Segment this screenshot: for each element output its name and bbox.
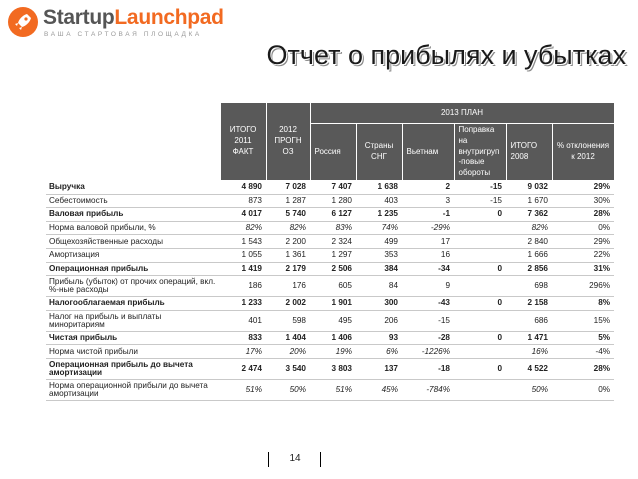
cell: 2 bbox=[402, 181, 454, 195]
cell: 6 127 bbox=[310, 208, 356, 222]
cell: 29% bbox=[552, 181, 614, 195]
header-total-2008: ИТОГО 2008 bbox=[506, 124, 552, 181]
header-blank bbox=[46, 103, 220, 181]
cell: 2 324 bbox=[310, 235, 356, 249]
cell: -15 bbox=[402, 310, 454, 331]
cell: 353 bbox=[356, 248, 402, 262]
cell: -784% bbox=[402, 379, 454, 400]
cell: 873 bbox=[220, 194, 266, 208]
row-label: Общехозяйственные расходы bbox=[46, 235, 220, 249]
cell: 605 bbox=[310, 276, 356, 297]
logo-text-part2: Launchpad bbox=[114, 6, 224, 29]
cell: 4 890 bbox=[220, 181, 266, 195]
cell: -15 bbox=[454, 194, 506, 208]
row-label: Норма чистой прибыли bbox=[46, 345, 220, 359]
cell: 8% bbox=[552, 297, 614, 311]
cell: 1 297 bbox=[310, 248, 356, 262]
cell: 20% bbox=[266, 345, 310, 359]
cell: 1 471 bbox=[506, 331, 552, 345]
row-label: Норма операционной прибыли до вычета амортизации bbox=[46, 379, 220, 400]
table-row bbox=[46, 379, 614, 400]
cell bbox=[454, 248, 506, 262]
page-number bbox=[268, 450, 322, 470]
page-number-text: 14 bbox=[289, 453, 301, 464]
cell: -1 bbox=[402, 208, 454, 222]
cell: 84 bbox=[356, 276, 402, 297]
header-forecast-2012: 2012 ПРОГН ОЗ bbox=[266, 103, 310, 181]
cell: -43 bbox=[402, 297, 454, 311]
cell: -28 bbox=[402, 331, 454, 345]
cell: 3 803 bbox=[310, 358, 356, 379]
cell: 19% bbox=[310, 345, 356, 359]
logo-tagline: ВАША СТАРТОВАЯ ПЛОЩАДКА bbox=[44, 31, 202, 38]
cell: 206 bbox=[356, 310, 402, 331]
table-row bbox=[46, 208, 614, 222]
cell: 1 361 bbox=[266, 248, 310, 262]
cell: 50% bbox=[266, 379, 310, 400]
cell: 300 bbox=[356, 297, 402, 311]
cell: 31% bbox=[552, 262, 614, 276]
cell: 2 179 bbox=[266, 262, 310, 276]
cell: 28% bbox=[552, 358, 614, 379]
cell: 83% bbox=[310, 221, 356, 235]
cell: 686 bbox=[506, 310, 552, 331]
cell: 50% bbox=[506, 379, 552, 400]
cell: 1 543 bbox=[220, 235, 266, 249]
cell: 5% bbox=[552, 331, 614, 345]
cell: 2 856 bbox=[506, 262, 552, 276]
logo-text-part1: Startup bbox=[43, 6, 115, 29]
cell: 74% bbox=[356, 221, 402, 235]
cell: 186 bbox=[220, 276, 266, 297]
cell: 0 bbox=[454, 262, 506, 276]
header-adjustment: Поправка на внутригруп -повые обороты bbox=[454, 124, 506, 181]
startup-launchpad-logo bbox=[8, 4, 224, 46]
cell bbox=[454, 221, 506, 235]
cell: 1 404 bbox=[266, 331, 310, 345]
cell: 2 840 bbox=[506, 235, 552, 249]
cell: 45% bbox=[356, 379, 402, 400]
cell: 82% bbox=[220, 221, 266, 235]
row-label: Амортизация bbox=[46, 248, 220, 262]
cell bbox=[454, 379, 506, 400]
cell: 93 bbox=[356, 331, 402, 345]
cell: 7 362 bbox=[506, 208, 552, 222]
cell: 7 407 bbox=[310, 181, 356, 195]
cell: 1 233 bbox=[220, 297, 266, 311]
cell: -1226% bbox=[402, 345, 454, 359]
cell: -29% bbox=[402, 221, 454, 235]
cell: 0% bbox=[552, 379, 614, 400]
cell: 0% bbox=[552, 221, 614, 235]
cell: 30% bbox=[552, 194, 614, 208]
cell: 1 406 bbox=[310, 331, 356, 345]
cell: 833 bbox=[220, 331, 266, 345]
cell: 51% bbox=[310, 379, 356, 400]
cell: -18 bbox=[402, 358, 454, 379]
cell: 7 028 bbox=[266, 181, 310, 195]
cell: 1 419 bbox=[220, 262, 266, 276]
cell: 2 506 bbox=[310, 262, 356, 276]
cell: 2 474 bbox=[220, 358, 266, 379]
table-row bbox=[46, 235, 614, 249]
rocket-icon bbox=[8, 7, 38, 37]
cell: 296% bbox=[552, 276, 614, 297]
cell: 17 bbox=[402, 235, 454, 249]
cell bbox=[454, 310, 506, 331]
cell: 17% bbox=[220, 345, 266, 359]
header-russia: Россия bbox=[310, 124, 356, 181]
cell: 495 bbox=[310, 310, 356, 331]
cell: 0 bbox=[454, 358, 506, 379]
cell: 2 200 bbox=[266, 235, 310, 249]
cell: -34 bbox=[402, 262, 454, 276]
cell: 4 017 bbox=[220, 208, 266, 222]
header-plan-2013: 2013 ПЛАН bbox=[310, 103, 614, 124]
cell: 1 638 bbox=[356, 181, 402, 195]
row-label: Операционная прибыль bbox=[46, 262, 220, 276]
cell: 1 280 bbox=[310, 194, 356, 208]
cell: 4 522 bbox=[506, 358, 552, 379]
cell: 22% bbox=[552, 248, 614, 262]
row-label: Норма валовой прибыли, % bbox=[46, 221, 220, 235]
table-row bbox=[46, 345, 614, 359]
table-row bbox=[46, 297, 614, 311]
cell: 1 055 bbox=[220, 248, 266, 262]
table-row bbox=[46, 262, 614, 276]
cell: 1 235 bbox=[356, 208, 402, 222]
cell: 28% bbox=[552, 208, 614, 222]
cell: 0 bbox=[454, 331, 506, 345]
cell: 82% bbox=[266, 221, 310, 235]
row-label: Себестоимость bbox=[46, 194, 220, 208]
row-label: Налог на прибыль и выплаты миноритариям bbox=[46, 310, 220, 331]
cell bbox=[454, 235, 506, 249]
row-label: Операционная прибыль до вычета амортизации bbox=[46, 358, 220, 379]
cell: 15% bbox=[552, 310, 614, 331]
cell: 137 bbox=[356, 358, 402, 379]
page-title: Отчет о прибылях и убытках bbox=[266, 40, 626, 70]
cell: 598 bbox=[266, 310, 310, 331]
cell: 16 bbox=[402, 248, 454, 262]
cell: 384 bbox=[356, 262, 402, 276]
cell: 401 bbox=[220, 310, 266, 331]
cell: 51% bbox=[220, 379, 266, 400]
table-row bbox=[46, 248, 614, 262]
income-statement-table bbox=[46, 102, 615, 401]
cell: 16% bbox=[506, 345, 552, 359]
table-row bbox=[46, 276, 614, 297]
cell: 403 bbox=[356, 194, 402, 208]
cell: -4% bbox=[552, 345, 614, 359]
table-row bbox=[46, 181, 614, 195]
cell: 1 287 bbox=[266, 194, 310, 208]
cell: 3 540 bbox=[266, 358, 310, 379]
cell: 1 901 bbox=[310, 297, 356, 311]
cell: 9 bbox=[402, 276, 454, 297]
cell bbox=[454, 276, 506, 297]
table-row bbox=[46, 194, 614, 208]
table-row bbox=[46, 310, 614, 331]
header-deviation: % отклонения к 2012 bbox=[552, 124, 614, 181]
cell: 1 670 bbox=[506, 194, 552, 208]
table-row bbox=[46, 221, 614, 235]
table-row bbox=[46, 331, 614, 345]
cell bbox=[454, 345, 506, 359]
logo-text bbox=[43, 6, 224, 30]
cell: 6% bbox=[356, 345, 402, 359]
row-label: Выручка bbox=[46, 181, 220, 195]
header-vietnam: Вьетнам bbox=[402, 124, 454, 181]
cell: 698 bbox=[506, 276, 552, 297]
cell: 82% bbox=[506, 221, 552, 235]
cell: 499 bbox=[356, 235, 402, 249]
cell: 29% bbox=[552, 235, 614, 249]
row-label: Прибыль (убыток) от прочих операций, вкл. %-ные расходы bbox=[46, 276, 220, 297]
cell: 0 bbox=[454, 208, 506, 222]
cell: 9 032 bbox=[506, 181, 552, 195]
header-cis: Страны СНГ bbox=[356, 124, 402, 181]
cell: -15 bbox=[454, 181, 506, 195]
page-divider-right bbox=[320, 452, 321, 467]
cell: 0 bbox=[454, 297, 506, 311]
row-label: Валовая прибыль bbox=[46, 208, 220, 222]
cell: 5 740 bbox=[266, 208, 310, 222]
cell: 1 666 bbox=[506, 248, 552, 262]
cell: 176 bbox=[266, 276, 310, 297]
table-row bbox=[46, 358, 614, 379]
header-fact-2011: ИТОГО 2011 ФАКТ bbox=[220, 103, 266, 181]
cell: 3 bbox=[402, 194, 454, 208]
cell: 2 158 bbox=[506, 297, 552, 311]
row-label: Чистая прибыль bbox=[46, 331, 220, 345]
cell: 2 002 bbox=[266, 297, 310, 311]
row-label: Налогооблагаемая прибыль bbox=[46, 297, 220, 311]
